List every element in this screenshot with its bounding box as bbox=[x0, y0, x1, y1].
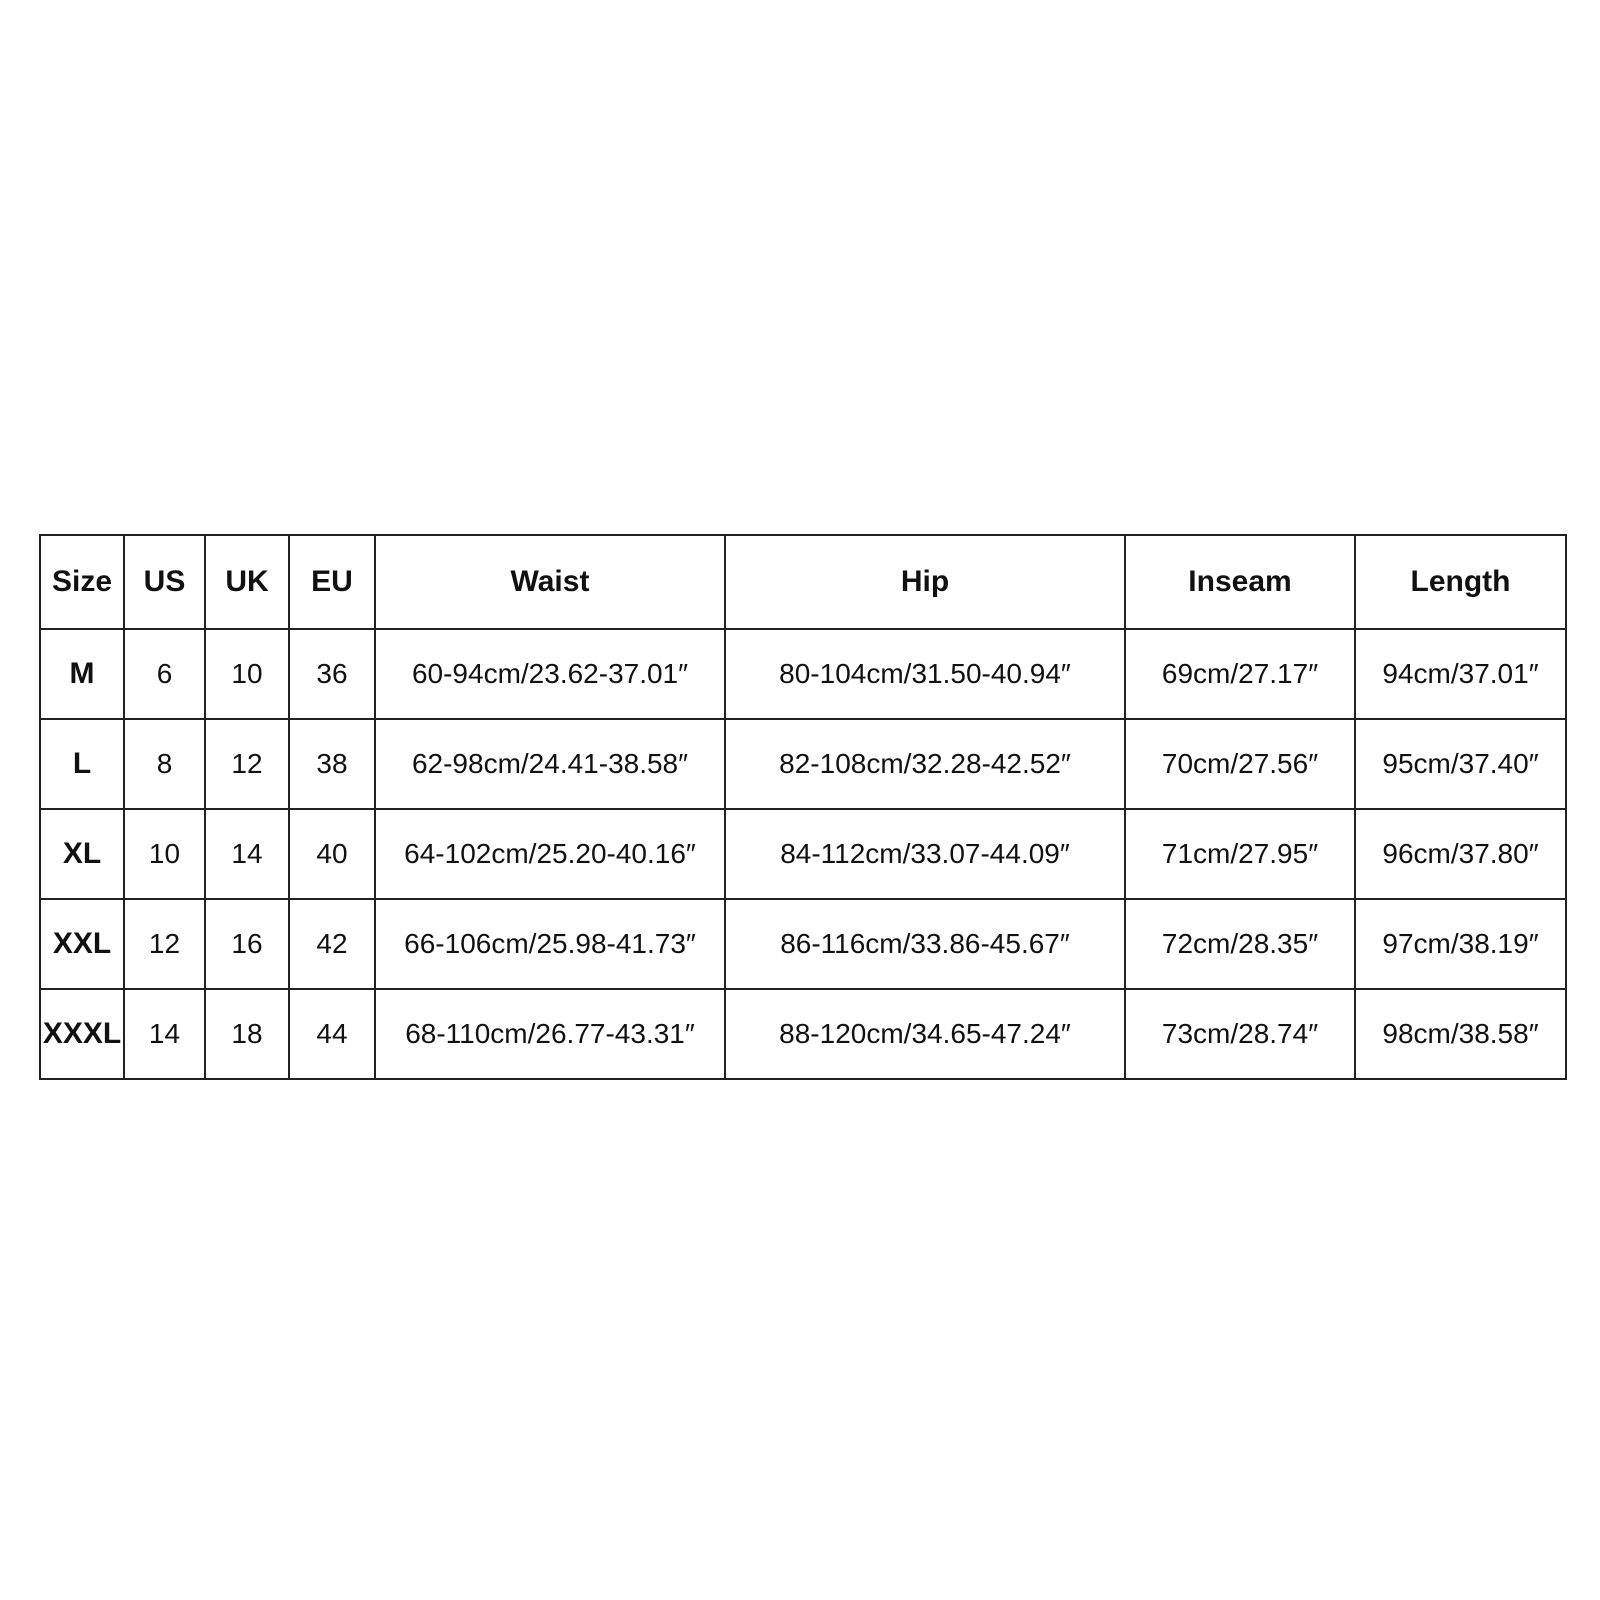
us-cell: 6 bbox=[124, 629, 205, 719]
header-uk: UK bbox=[205, 535, 289, 629]
size-cell: M bbox=[40, 629, 124, 719]
header-length: Length bbox=[1355, 535, 1566, 629]
table-row bbox=[40, 989, 1566, 1079]
length-cell: 98cm/38.58″ bbox=[1355, 989, 1566, 1079]
size-cell: XXXL bbox=[40, 989, 124, 1079]
us-cell: 12 bbox=[124, 899, 205, 989]
uk-cell: 14 bbox=[205, 809, 289, 899]
waist-cell: 68-110cm/26.77-43.31″ bbox=[375, 989, 725, 1079]
waist-cell: 64-102cm/25.20-40.16″ bbox=[375, 809, 725, 899]
length-cell: 96cm/37.80″ bbox=[1355, 809, 1566, 899]
eu-cell: 36 bbox=[289, 629, 375, 719]
hip-cell: 86-116cm/33.86-45.67″ bbox=[725, 899, 1125, 989]
waist-cell: 66-106cm/25.98-41.73″ bbox=[375, 899, 725, 989]
hip-cell: 82-108cm/32.28-42.52″ bbox=[725, 719, 1125, 809]
size-cell: L bbox=[40, 719, 124, 809]
eu-cell: 42 bbox=[289, 899, 375, 989]
hip-cell: 88-120cm/34.65-47.24″ bbox=[725, 989, 1125, 1079]
inseam-cell: 71cm/27.95″ bbox=[1125, 809, 1355, 899]
header-us: US bbox=[124, 535, 205, 629]
waist-cell: 62-98cm/24.41-38.58″ bbox=[375, 719, 725, 809]
table-row bbox=[40, 629, 1566, 719]
table-row bbox=[40, 899, 1566, 989]
inseam-cell: 69cm/27.17″ bbox=[1125, 629, 1355, 719]
length-cell: 94cm/37.01″ bbox=[1355, 629, 1566, 719]
inseam-cell: 70cm/27.56″ bbox=[1125, 719, 1355, 809]
size-cell: XL bbox=[40, 809, 124, 899]
waist-cell: 60-94cm/23.62-37.01″ bbox=[375, 629, 725, 719]
length-cell: 95cm/37.40″ bbox=[1355, 719, 1566, 809]
header-size: Size bbox=[40, 535, 124, 629]
size-cell: XXL bbox=[40, 899, 124, 989]
inseam-cell: 72cm/28.35″ bbox=[1125, 899, 1355, 989]
us-cell: 14 bbox=[124, 989, 205, 1079]
size-chart-table bbox=[39, 534, 1567, 1080]
us-cell: 10 bbox=[124, 809, 205, 899]
eu-cell: 44 bbox=[289, 989, 375, 1079]
table-row bbox=[40, 719, 1566, 809]
hip-cell: 80-104cm/31.50-40.94″ bbox=[725, 629, 1125, 719]
length-cell: 97cm/38.19″ bbox=[1355, 899, 1566, 989]
uk-cell: 10 bbox=[205, 629, 289, 719]
eu-cell: 38 bbox=[289, 719, 375, 809]
us-cell: 8 bbox=[124, 719, 205, 809]
header-inseam: Inseam bbox=[1125, 535, 1355, 629]
inseam-cell: 73cm/28.74″ bbox=[1125, 989, 1355, 1079]
uk-cell: 16 bbox=[205, 899, 289, 989]
hip-cell: 84-112cm/33.07-44.09″ bbox=[725, 809, 1125, 899]
table-row bbox=[40, 809, 1566, 899]
header-eu: EU bbox=[289, 535, 375, 629]
uk-cell: 18 bbox=[205, 989, 289, 1079]
eu-cell: 40 bbox=[289, 809, 375, 899]
uk-cell: 12 bbox=[205, 719, 289, 809]
header-hip: Hip bbox=[725, 535, 1125, 629]
header-row bbox=[40, 535, 1566, 629]
header-waist: Waist bbox=[375, 535, 725, 629]
